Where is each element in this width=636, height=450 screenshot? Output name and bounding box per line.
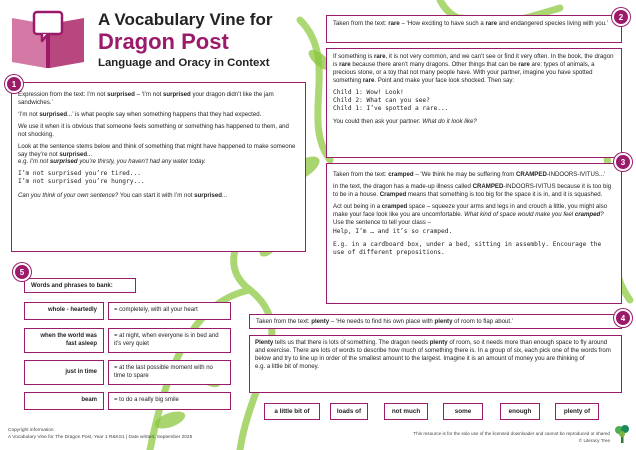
section1-box (11, 82, 306, 252)
section1-expression: Expression from the text: I’m not surprised – ‘I’m not surprised your dragon didn’t like the jam sandwiches.’ (18, 91, 274, 106)
section2-quote-box: Taken from the text: rare – ‘How exciting to have such a rare and endangered species living with you.’ (326, 15, 622, 43)
header-title-line2: Dragon Post (98, 29, 229, 54)
phrase-meaning-beam: = to do a really big smile (108, 392, 231, 410)
section4-number-badge: 4 (614, 309, 632, 327)
word-tile-enough[interactable]: enough (500, 403, 540, 420)
phrase-word-beam: beam (24, 392, 104, 410)
section3-box (326, 163, 622, 304)
section1-example: e.g. I’m not surprised you’re thirsty, you haven’t had any water today. (18, 158, 206, 166)
book-speech-icon (8, 8, 88, 70)
word-tile-loads-of[interactable]: loads of (330, 403, 368, 420)
section1-para3: Look at the sentence stems below and think of something that might have happened to make someone say they’re not surprised... (18, 142, 296, 158)
section2-para: If something is rare, it is not very common, and we can’t see or find it very often. In the book, the dragon is rare because there aren’t many dragons. Other things that can be rare are: types of animals, a precious stone, or a toy that not many people have. With your partner, imagine you have spotted something rare. Point and make your face look shocked. Then say: (333, 53, 614, 84)
literacy-tree-logo-icon (614, 424, 630, 444)
section1-number-badge: 1 (5, 75, 23, 93)
section2-box (326, 48, 622, 158)
section2-number-badge: 2 (612, 8, 630, 26)
section3-example: E.g. in a cardboard box, under a bed, sitting in assembly. Encourage the use of different prepositions. (333, 240, 602, 256)
section3-quote: Taken from the text: cramped – ‘We think he may be suffering from CRAMPED-INDOORS-IVITUS...’ (333, 171, 606, 178)
phrase-word-just-in-time: just in time (24, 360, 104, 385)
word-tile-not-much[interactable]: not much (384, 403, 428, 420)
word-tile-a-little-bit-of[interactable]: a little bit of (264, 403, 320, 420)
section4-quote-bar: Taken from the text: plenty – ‘He needs to find his own place with plenty of room to flap about.’ (249, 314, 622, 329)
phrase-meaning-whole-heartedly: = completely, with all your heart (108, 302, 231, 320)
section1-stem2: I’m not surprised you’re hungry... (18, 178, 145, 186)
header-subtitle: Language and Oracy in Context (98, 57, 270, 69)
phrase-word-whole-heartedly: whole - heartedly (24, 302, 104, 320)
section2-dialogue3: Child 1: I’ve spotted a rare... (333, 104, 449, 112)
footer-copyright: Copyright information (8, 428, 54, 433)
section3-para1: In the text, the dragon has a made-up illness called CRAMPED-INDOORS-IVITUS because it is too big to be in a house. Cramped means that something is too big for the space it is in, and it is squashed. (333, 182, 612, 198)
phrase-meaning-just-in-time: = at the last possible moment with no time to spare (108, 360, 231, 385)
section1-closing: Can you think of your own sentence? You can start it with I’m not surprised... (18, 191, 228, 199)
section5-number-badge: 5 (13, 263, 31, 281)
section4-para: Plenty tells us that there is lots of something. The dragon needs plenty of room, so it needs more than enough space to fly around and exercise. There are lots of words to describe how much of something there is. In a group of six, each pick one of the words from below and try to line up in order of the smallest amount to the largest. Imagine it is an amount of money you are thinking of (255, 339, 611, 362)
footer-licence: This resource is for the sole use of the licensed downloader and cannot be reproduced or shared (413, 431, 610, 436)
phrase-meaning-when-the-world-was-fast-asleep: = at night, when everyone is in bed and it’s very quiet (108, 328, 231, 353)
section4-box (249, 335, 622, 393)
section2-ask: You could then ask your partner: What do it look like? (333, 117, 477, 125)
word-tile-plenty-of[interactable]: plenty of (555, 403, 599, 420)
footer-brand: © Literacy Tree (578, 438, 610, 443)
section1-para2: We use it when it is obvious that someone feels something or something has happened to them, and not shocking. (18, 122, 289, 138)
section2-dialogue1: Child 1: Wow! Look! (333, 88, 404, 96)
section1-stem1: I’m not surprised you’re tired... (18, 170, 141, 178)
section3-sentence: Help, I’m … and it’s so cramped. (333, 227, 453, 235)
section3-number-badge: 3 (614, 153, 632, 171)
section2-dialogue2: Child 2: What can you see? (333, 96, 430, 104)
word-tile-some[interactable]: some (443, 403, 483, 420)
footer-credit: A Vocabulary Vine for The Dragon Post, Year 1 R&KS1 | Date written: September 2025 (8, 435, 193, 440)
section4-example: e.g. a little bit of money. (255, 362, 319, 370)
section5-heading: Words and phrases to bank: (24, 278, 136, 293)
header-title-line1: A Vocabulary Vine for (98, 10, 273, 29)
phrase-word-when-the-world-was-fast-asleep: when the world was fast asleep (24, 328, 104, 353)
section1-para1: ‘I’m not surprised...’ is what people say when something happens that they had expected. (18, 110, 262, 118)
section3-para2: Act out being in a cramped space – squeeze your arms and legs in and crouch a little, you might also make your face look like you are uncomfortable. What kind of space would make you feel cramped? Use the sentence to tell your class – (333, 202, 608, 226)
